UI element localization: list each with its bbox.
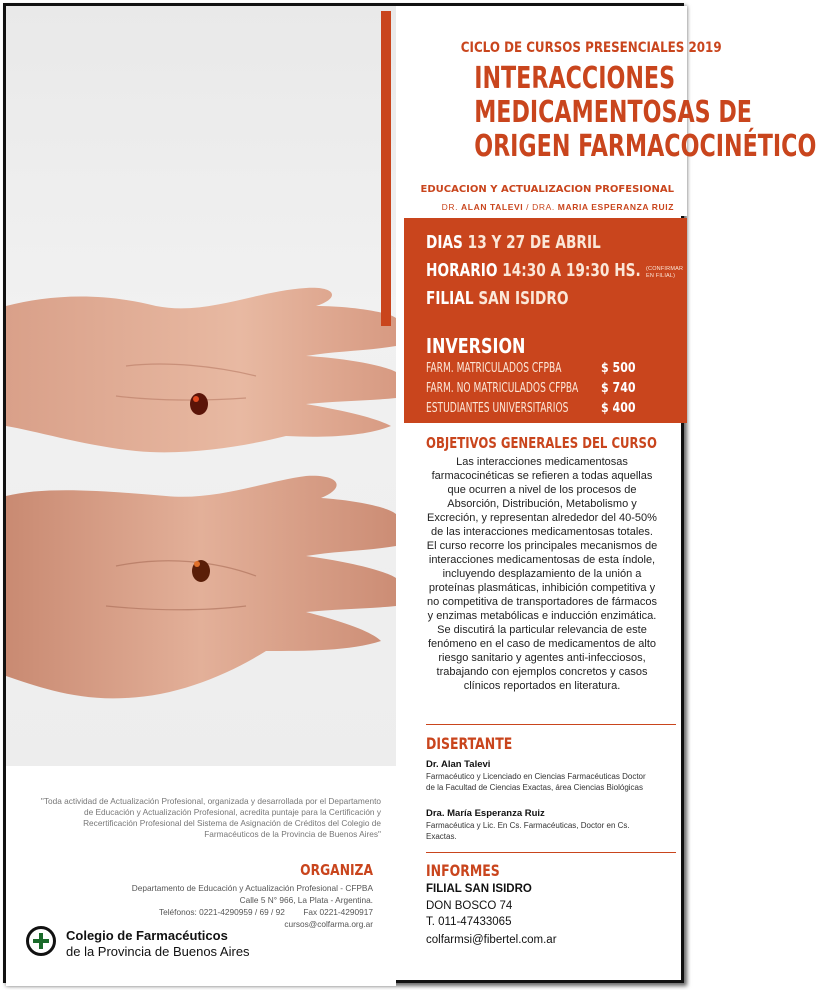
logo-line-2: de la Provincia de Buenos Aires [66, 944, 250, 959]
course-cycle: CICLO DE CURSOS PRESENCIALES 2019 [460, 40, 722, 56]
college-logo-text [66, 928, 250, 960]
disclaimer-text: "Toda actividad de Actualización Profesional, organizada y desarrollada por el Departamento de Educación y Actualización Profesional, acredita puntaje para la Certificación y Recertificación Profesional del Sistema de Asignación de Créditos del Colegio de Farmacéuticos de la Provincia de Buenos Aires" [40, 796, 381, 839]
divider [426, 852, 676, 853]
price-row: FARM. MATRICULADOS CFPBA $ 500 [426, 361, 636, 376]
title-line: MEDICAMENTOSAS DE [474, 95, 752, 130]
info-column [404, 6, 816, 986]
poster [3, 3, 816, 983]
divider [426, 724, 676, 725]
schedule-days: DIAS 13 Y 27 DE ABRIL [426, 232, 601, 253]
organiza-title: ORGANIZA [300, 861, 373, 879]
price-row: ESTUDIANTES UNIVERSITARIOS $ 400 [426, 401, 636, 416]
informes-address: DON BOSCO 74 [426, 900, 513, 912]
course-title [474, 61, 816, 164]
schedule-hours: HORARIO 14:30 A 19:30 HS. [426, 260, 641, 281]
confirm-note: (CONFIRMAR EN FILIAL) [646, 266, 684, 279]
title-line: ORIGEN FARMACOCINÉTICO [474, 129, 816, 164]
pharmacy-cross-icon [26, 926, 56, 956]
objetivos-title: OBJETIVOS GENERALES DEL CURSO [426, 434, 657, 452]
informes-phone: T. 011-47433065 [426, 916, 512, 928]
organiza-line: Departamento de Educación y Actualización Profesional - CFPBA [131, 883, 373, 893]
organiza-email[interactable]: cursos@colfarma.org.ar [284, 919, 373, 929]
speaker-desc: Farmacéutico y Licenciado en Ciencias Farmacéuticas Doctor de la Facultad de Ciencias Exactas, área Ciencias Biológicas [426, 772, 646, 792]
organiza-line: Calle 5 N° 966, La Plata - Argentina. [239, 895, 373, 905]
hands-photo [6, 6, 396, 766]
organiza-line: Teléfonos: 0221-4290959 / 69 / 92 Fax 0221-4290917 [158, 907, 373, 917]
informes-branch: FILIAL SAN ISIDRO [426, 883, 532, 895]
price-row: FARM. NO MATRICULADOS CFPBA $ 740 [426, 381, 636, 396]
inversion-title: INVERSION [426, 334, 526, 358]
informes-email[interactable]: colfarmsi@fibertel.com.ar [426, 934, 557, 946]
schedule-block [404, 218, 687, 423]
hands-illustration [6, 6, 396, 766]
informes-title: INFORMES [426, 861, 500, 880]
speaker-name: Dra. María Esperanza Ruiz [426, 808, 545, 819]
accent-stripe [381, 11, 391, 326]
course-authors: DR. ALAN TALEVI / DRA. MARIA ESPERANZA RUIZ [441, 202, 674, 212]
objetivos-body: Las interacciones medicamentosas farmacocinéticas se refieren a todas aquellas que ocurren a nivel de los procesos de Absorción, Distribución, Metabolismo y Excreción, y representan alrededor del 40-50% de las interacciones medicamentosas totales. El curso recorre los principales mecanismos de interacciones medicamentosas de esta índole, incluyendo desplazamiento de la unión a proteínas plasmáticas, inhibición competitiva y no competitiva de transportadores de fármacos y enzimas metabólicas e inducción enzimática. Se discutirá la particular relevancia de este fenómeno en el caso de medicamentos de alto riesgo sanitario y agentes anti-infecciosos, trabajando con ejemplos concretos y casos clínicos reportados en literatura. [426, 456, 658, 692]
course-subtitle: EDUCACION Y ACTUALIZACION PROFESIONAL [420, 184, 674, 195]
disertante-title: DISERTANTE [426, 734, 513, 753]
organiza-info [66, 882, 373, 930]
speaker-desc: Farmacéutica y Lic. En Cs. Farmacéuticas, Doctor en Cs. Exactas. [426, 821, 630, 841]
speaker-name: Dr. Alan Talevi [426, 759, 491, 770]
logo-line-1: Colegio de Farmacéuticos [66, 928, 228, 943]
schedule-branch: FILIAL SAN ISIDRO [426, 288, 569, 309]
title-line: INTERACCIONES [474, 61, 676, 96]
